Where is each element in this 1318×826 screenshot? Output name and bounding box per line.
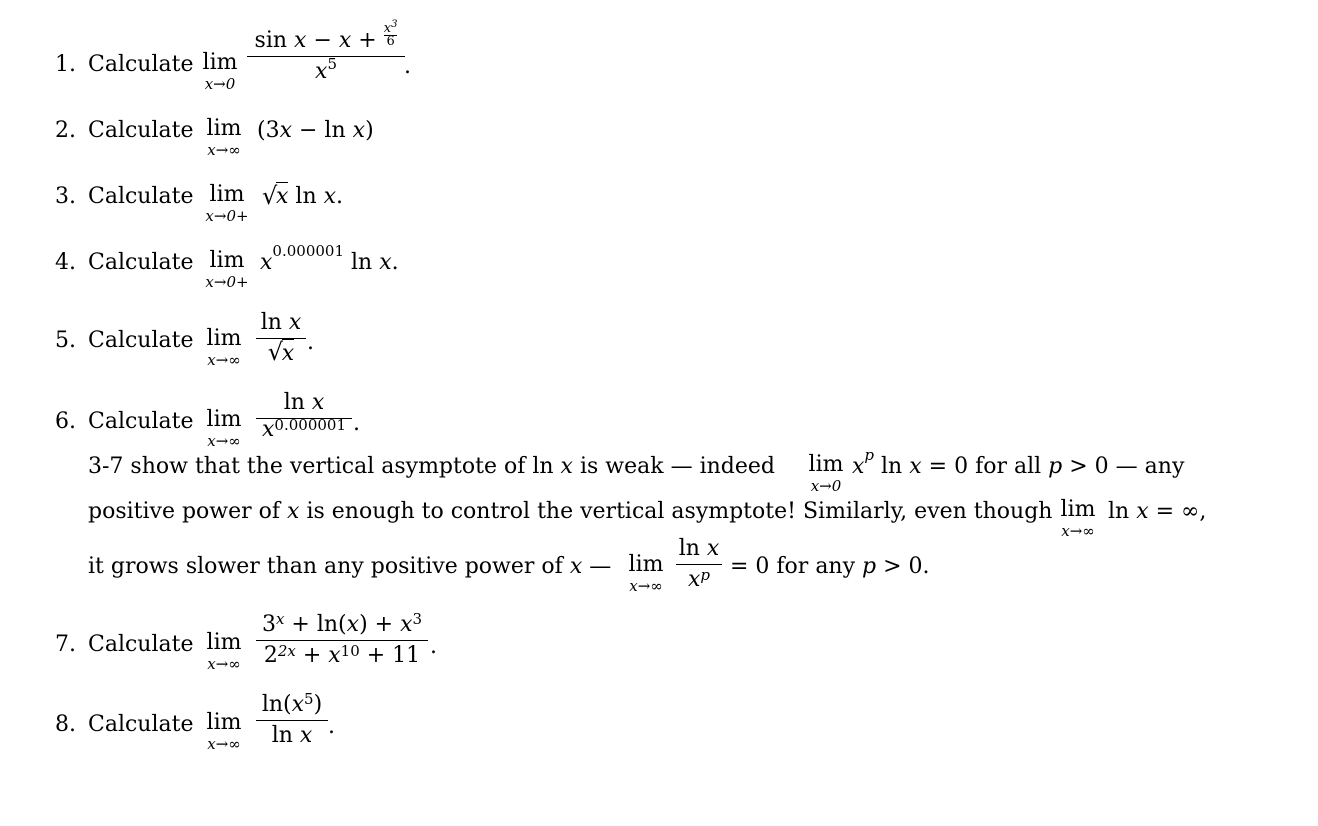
expression: √ x ln x. xyxy=(262,182,344,210)
lim-operator: lim x→∞ xyxy=(206,407,242,450)
lim-operator: lim x→0 xyxy=(202,50,238,93)
expression: (3x − ln x) xyxy=(257,118,374,143)
lim-operator: lim x→0 xyxy=(808,452,844,495)
lim-operator: lim x→∞ xyxy=(628,552,664,595)
item-number: 3. xyxy=(55,184,76,209)
fraction: $3^x + \ln(x) + x^3$ $2^{2x} + x^{10} + 11$ xyxy=(256,612,428,669)
item-number: 7. xyxy=(55,632,76,657)
item-number: 8. xyxy=(55,712,76,737)
expression: $x^{0.000001}$ ln x. xyxy=(260,242,399,275)
item-number: 1. xyxy=(55,52,76,77)
lim-operator: lim x→∞ xyxy=(206,630,242,673)
fraction: ln x √ x xyxy=(256,310,306,367)
item-number: 6. xyxy=(55,409,76,434)
fraction: $\ln(x^5)$ ln x xyxy=(256,692,328,749)
calculate-word: Calculate xyxy=(88,118,194,143)
calculate-word: Calculate xyxy=(88,250,194,275)
lim-operator: lim x→∞ xyxy=(206,326,242,369)
fraction: sin x − x + $\frac{x^3}{6}$ $x^5$ xyxy=(247,28,405,85)
calculate-word: Calculate xyxy=(88,184,194,209)
lim-operator: lim x→∞ xyxy=(1060,497,1096,540)
lim-operator: lim x→0+ xyxy=(205,182,249,225)
calculate-word: Calculate xyxy=(88,52,194,77)
calculate-word: Calculate xyxy=(88,409,194,434)
calculate-word: Calculate xyxy=(88,328,194,353)
item-number: 2. xyxy=(55,118,76,143)
fraction: ln x $x^{0.000001}$ xyxy=(256,390,352,440)
lim-operator: lim x→0+ xyxy=(205,248,249,291)
lim-operator: lim x→∞ xyxy=(206,710,242,753)
calculate-word: Calculate xyxy=(88,632,194,657)
lim-operator: lim x→∞ xyxy=(206,116,242,159)
item-number: 5. xyxy=(55,328,76,353)
calculate-word: Calculate xyxy=(88,712,194,737)
item-number: 4. xyxy=(55,250,76,275)
fraction: ln x $x^p$ xyxy=(676,536,722,593)
